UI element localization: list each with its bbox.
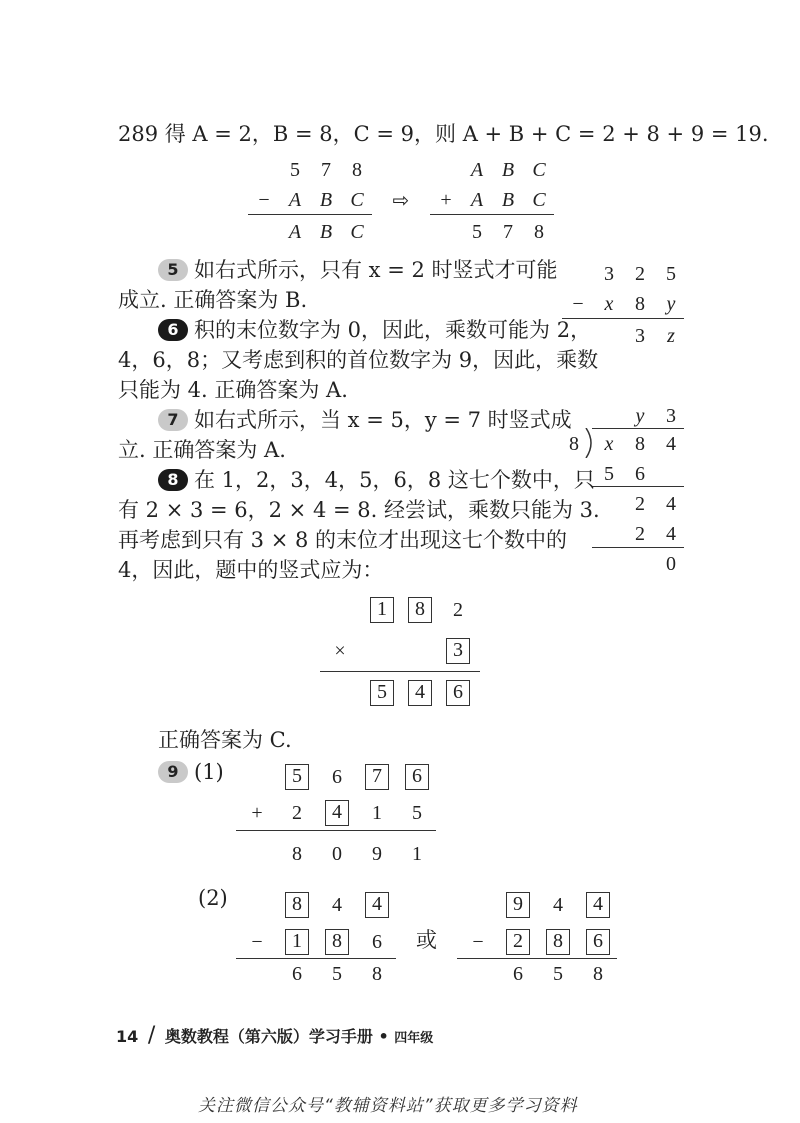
digit: 9 — [372, 843, 382, 865]
digit: 2 — [635, 263, 645, 285]
quotient-digit: 3 — [666, 405, 676, 427]
boxed-digit: 4 — [586, 892, 610, 918]
digit: 8 — [593, 963, 603, 985]
or-text: 或 — [416, 928, 437, 952]
digit: 6 — [332, 766, 342, 788]
letter: B — [501, 159, 515, 181]
q6-line3: 只能为 4. 正确答案为 A. — [118, 378, 348, 402]
digit: 3 — [635, 325, 645, 347]
step-digit: 2 — [635, 493, 645, 515]
dividend-digit: x — [604, 433, 614, 455]
q8-line3: 再考虑到只有 3 × 8 的末位才出现这七个数中的 — [118, 528, 568, 552]
watermark: 关注微信公众号“教辅资料站”获取更多学习资料 — [198, 1096, 578, 1116]
footer-dot: • — [378, 1027, 389, 1046]
calc-rule — [592, 486, 684, 487]
digit: 8 — [372, 963, 382, 985]
remainder: 0 — [666, 553, 676, 575]
digit: 2 — [453, 599, 463, 621]
boxed-digit: 3 — [446, 638, 470, 664]
boxed-digit: 4 — [325, 800, 349, 826]
letter: C — [532, 159, 546, 181]
boxed-digit: 8 — [285, 892, 309, 918]
operator: − — [251, 931, 263, 953]
boxed-digit: 7 — [365, 764, 389, 790]
book-title: 奥数教程（第六版）学习手册 — [164, 1027, 373, 1046]
divisor: 8 — [569, 433, 579, 455]
q6-text: 积的末位数字为 0，因此，乘数可能为 2， — [194, 318, 592, 342]
part-label: (1) — [194, 760, 224, 784]
boxed-digit: 4 — [408, 680, 432, 706]
boxed-digit: 4 — [365, 892, 389, 918]
letter: A — [288, 189, 302, 211]
step-digit: 5 — [604, 463, 614, 485]
q7-text: 如右式所示，当 x = 5，y = 7 时竖式成 — [194, 408, 572, 432]
letter: A — [288, 221, 302, 243]
q7-line2: 立. 正确答案为 A. — [118, 438, 286, 462]
boxed-digit: 1 — [285, 929, 309, 955]
part-label: (2) — [198, 886, 228, 910]
letter: C — [350, 221, 364, 243]
digit: 8 — [352, 159, 362, 181]
boxed-digit: 6 — [586, 929, 610, 955]
digit: 8 — [534, 221, 544, 243]
question-badge: 6 — [158, 319, 188, 341]
calc-rule — [236, 830, 436, 831]
step-digit: 4 — [666, 493, 676, 515]
digit: 8 — [635, 293, 645, 315]
operator: + — [440, 189, 452, 211]
question-badge: 8 — [158, 469, 188, 491]
q7-line1 — [158, 408, 572, 432]
boxed-digit: 1 — [370, 597, 394, 623]
boxed-digit: 8 — [408, 597, 432, 623]
division-bar — [592, 428, 684, 429]
digit: 3 — [604, 263, 614, 285]
q5-text: 如右式所示，只有 x = 2 时竖式才可能 — [194, 258, 558, 282]
q9-line1 — [158, 760, 224, 784]
step-digit: 4 — [666, 523, 676, 545]
q8-text: 在 1，2，3，4，5，6，8 这七个数中，只 — [194, 468, 595, 492]
digit: 5 — [332, 963, 342, 985]
digit: 7 — [321, 159, 331, 181]
letter: B — [501, 189, 515, 211]
digit: 6 — [513, 963, 523, 985]
boxed-digit: 8 — [546, 929, 570, 955]
calc-rule — [430, 214, 554, 215]
calc-rule — [236, 958, 396, 959]
letter: B — [319, 189, 333, 211]
operator: × — [334, 640, 346, 662]
calc-rule — [592, 547, 684, 548]
question-badge: 7 — [158, 409, 188, 431]
page-number: 14 — [116, 1027, 139, 1046]
q5-line1 — [158, 258, 558, 282]
digit: 4 — [553, 894, 563, 916]
digit: 4 — [332, 894, 342, 916]
q6-line1 — [158, 318, 591, 342]
digit: 5 — [472, 221, 482, 243]
letter: x — [604, 293, 614, 315]
boxed-digit: 5 — [370, 680, 394, 706]
q5-line2: 成立. 正确答案为 B. — [118, 288, 308, 312]
step-digit: 2 — [635, 523, 645, 545]
digit: 2 — [292, 802, 302, 824]
digit: 5 — [553, 963, 563, 985]
question-badge: 9 — [158, 761, 188, 783]
operator: − — [258, 189, 270, 211]
digit: 0 — [332, 843, 342, 865]
digit: 6 — [372, 931, 382, 953]
q8-line2: 有 2 × 3 = 6，2 × 4 = 8. 经尝试，乘数只能为 3. — [118, 498, 600, 522]
intro-line: 289 得 A = 2，B = 8，C = 9，则 A + B + C = 2 + 8 + 9 = 19. — [118, 122, 769, 146]
question-badge: 5 — [158, 259, 188, 281]
q8-answer: 正确答案为 C. — [158, 728, 292, 752]
boxed-digit: 2 — [506, 929, 530, 955]
q8-line4: 4，因此，题中的竖式应为： — [118, 558, 384, 582]
boxed-digit: 6 — [446, 680, 470, 706]
letter: C — [350, 189, 364, 211]
arrow-icon: ⇨ — [392, 188, 410, 212]
boxed-digit: 5 — [285, 764, 309, 790]
page-footer — [116, 1023, 433, 1048]
digit: 5 — [290, 159, 300, 181]
digit: 7 — [503, 221, 513, 243]
operator: − — [572, 293, 584, 315]
dividend-digit: 4 — [666, 433, 676, 455]
quotient-digit: y — [635, 405, 645, 427]
calc-rule — [248, 214, 372, 215]
digit: 5 — [412, 802, 422, 824]
calc-rule — [457, 958, 617, 959]
digit: 8 — [292, 843, 302, 865]
grade-label: 四年级 — [394, 1031, 434, 1046]
footer-slash: / — [147, 1023, 156, 1048]
digit: 6 — [292, 963, 302, 985]
digit: 1 — [372, 802, 382, 824]
q6-line2: 4，6，8；又考虑到积的首位数字为 9，因此，乘数 — [118, 348, 599, 372]
q8-line1 — [158, 468, 595, 492]
letter: y — [666, 293, 676, 315]
boxed-digit: 8 — [325, 929, 349, 955]
digit: 1 — [412, 843, 422, 865]
letter: A — [470, 189, 484, 211]
letter: C — [532, 189, 546, 211]
letter: z — [667, 325, 675, 347]
dividend-digit: 8 — [635, 433, 645, 455]
operator: + — [251, 802, 263, 824]
step-digit: 6 — [635, 463, 645, 485]
digit: 5 — [666, 263, 676, 285]
calc-rule — [320, 671, 480, 672]
letter: B — [319, 221, 333, 243]
letter: A — [470, 159, 484, 181]
operator: − — [472, 931, 484, 953]
boxed-digit: 9 — [506, 892, 530, 918]
boxed-digit: 6 — [405, 764, 429, 790]
